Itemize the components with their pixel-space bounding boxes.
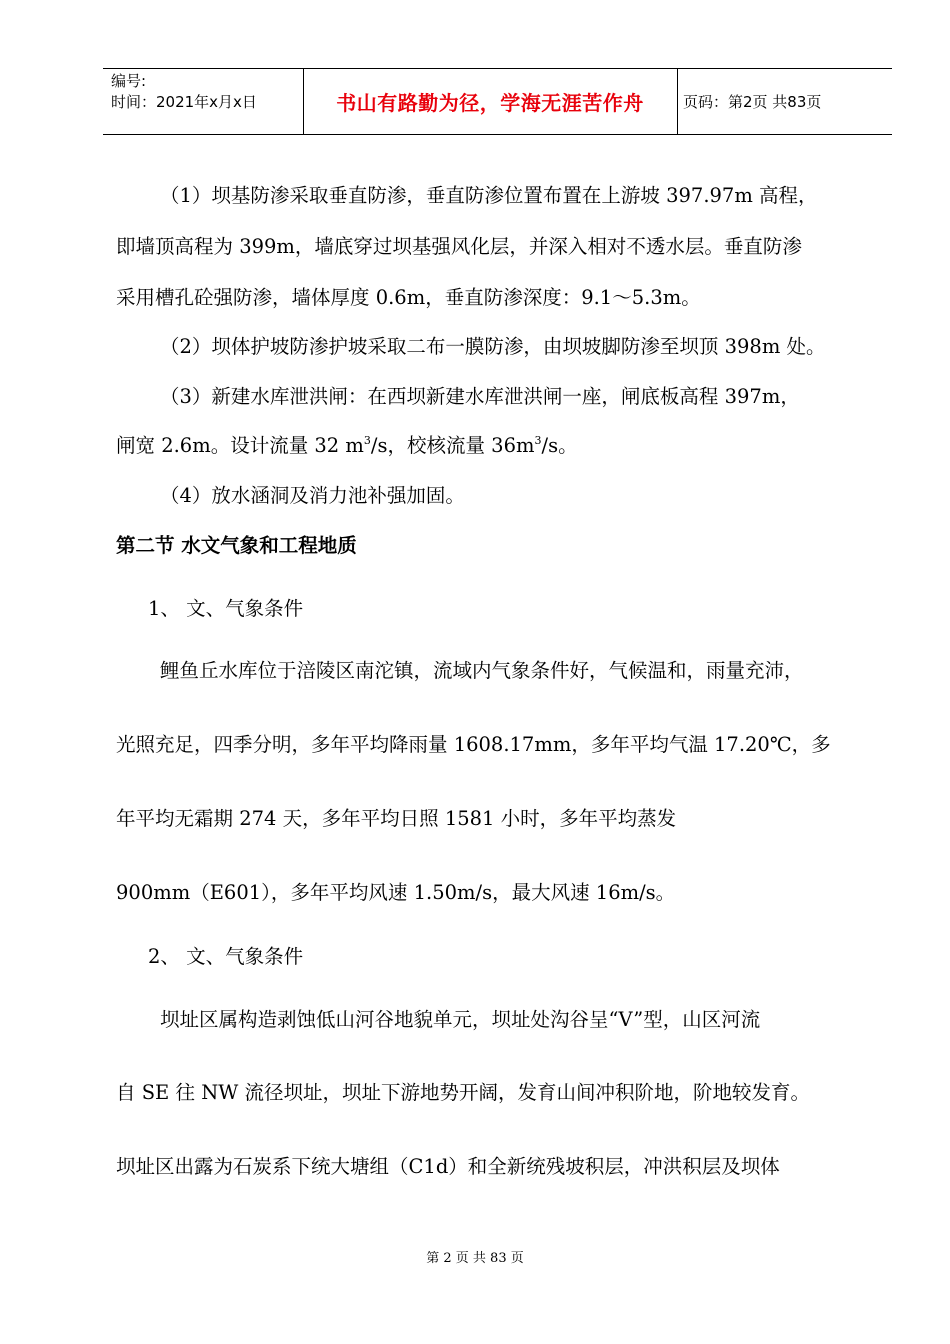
header-divider	[677, 69, 678, 134]
header-number-label: 编号:	[111, 72, 147, 90]
paragraph-line: （1）坝基防渗采取垂直防渗，垂直防渗位置布置在上游坡 397.97m 高程，	[160, 184, 818, 207]
subsection-title: 2、 文、气象条件	[148, 945, 304, 968]
header-motto: 书山有路勤为径，学海无涯苦作舟	[336, 91, 644, 115]
paragraph-line: 即墙顶高程为 399m，墙底穿过坝基强风化层，并深入相对不透水层。垂直防渗	[116, 235, 802, 258]
section-title: 第二节 水文气象和工程地质	[116, 534, 357, 557]
page-footer: 第 2 页 共 83 页	[426, 1251, 524, 1266]
header-meta	[111, 71, 257, 113]
text-run: /s。	[541, 434, 578, 457]
paragraph-line	[116, 430, 578, 458]
paragraph-line: 坝址区属构造剥蚀低山河谷地貌单元，坝址处沟谷呈“V”型，山区河流	[160, 1008, 761, 1031]
header-time-label: 时间：2021年x月x日	[111, 93, 257, 111]
paragraph-line: （2）坝体护坡防渗护坡采取二布一膜防渗，由坝坡脚防渗至坝顶 398m 处。	[160, 335, 826, 358]
paragraph-line: 自 SE 往 NW 流径坝址，坝址下游地势开阔，发育山间冲积阶地，阶地较发育。	[116, 1081, 810, 1104]
text-run: /s，校核流量 36m	[370, 434, 535, 457]
paragraph-line: 采用槽孔砼强防渗，墙体厚度 0.6m，垂直防渗深度：9.1～5.3m。	[116, 286, 701, 309]
superscript: 3	[363, 434, 371, 447]
paragraph-line: 900mm（E601），多年平均风速 1.50m/s，最大风速 16m/s。	[116, 881, 676, 904]
paragraph-line: 光照充足，四季分明，多年平均降雨量 1608.17mm，多年平均气温 17.20℃，多	[116, 733, 831, 756]
paragraph-line: 鲤鱼丘水库位于涪陵区南沱镇，流域内气象条件好，气候温和，雨量充沛，	[160, 659, 804, 682]
paragraph-line: （4）放水涵洞及消力池补强加固。	[160, 484, 465, 507]
paragraph-line: （3）新建水库泄洪闸：在西坝新建水库泄洪闸一座，闸底板高程 397m，	[160, 385, 800, 408]
superscript: 3	[534, 434, 542, 447]
subsection-title: 1、 文、气象条件	[148, 597, 304, 620]
header-page-label: 页码：第2页 共83页	[683, 93, 822, 111]
text-run: 闸宽 2.6m。设计流量 32 m	[116, 434, 364, 457]
page-header	[103, 68, 892, 135]
paragraph-line: 坝址区出露为石炭系下统大塘组（C1d）和全新统残坡积层，冲洪积层及坝体	[116, 1155, 780, 1178]
paragraph-line: 年平均无霜期 274 天，多年平均日照 1581 小时，多年平均蒸发	[116, 807, 677, 830]
